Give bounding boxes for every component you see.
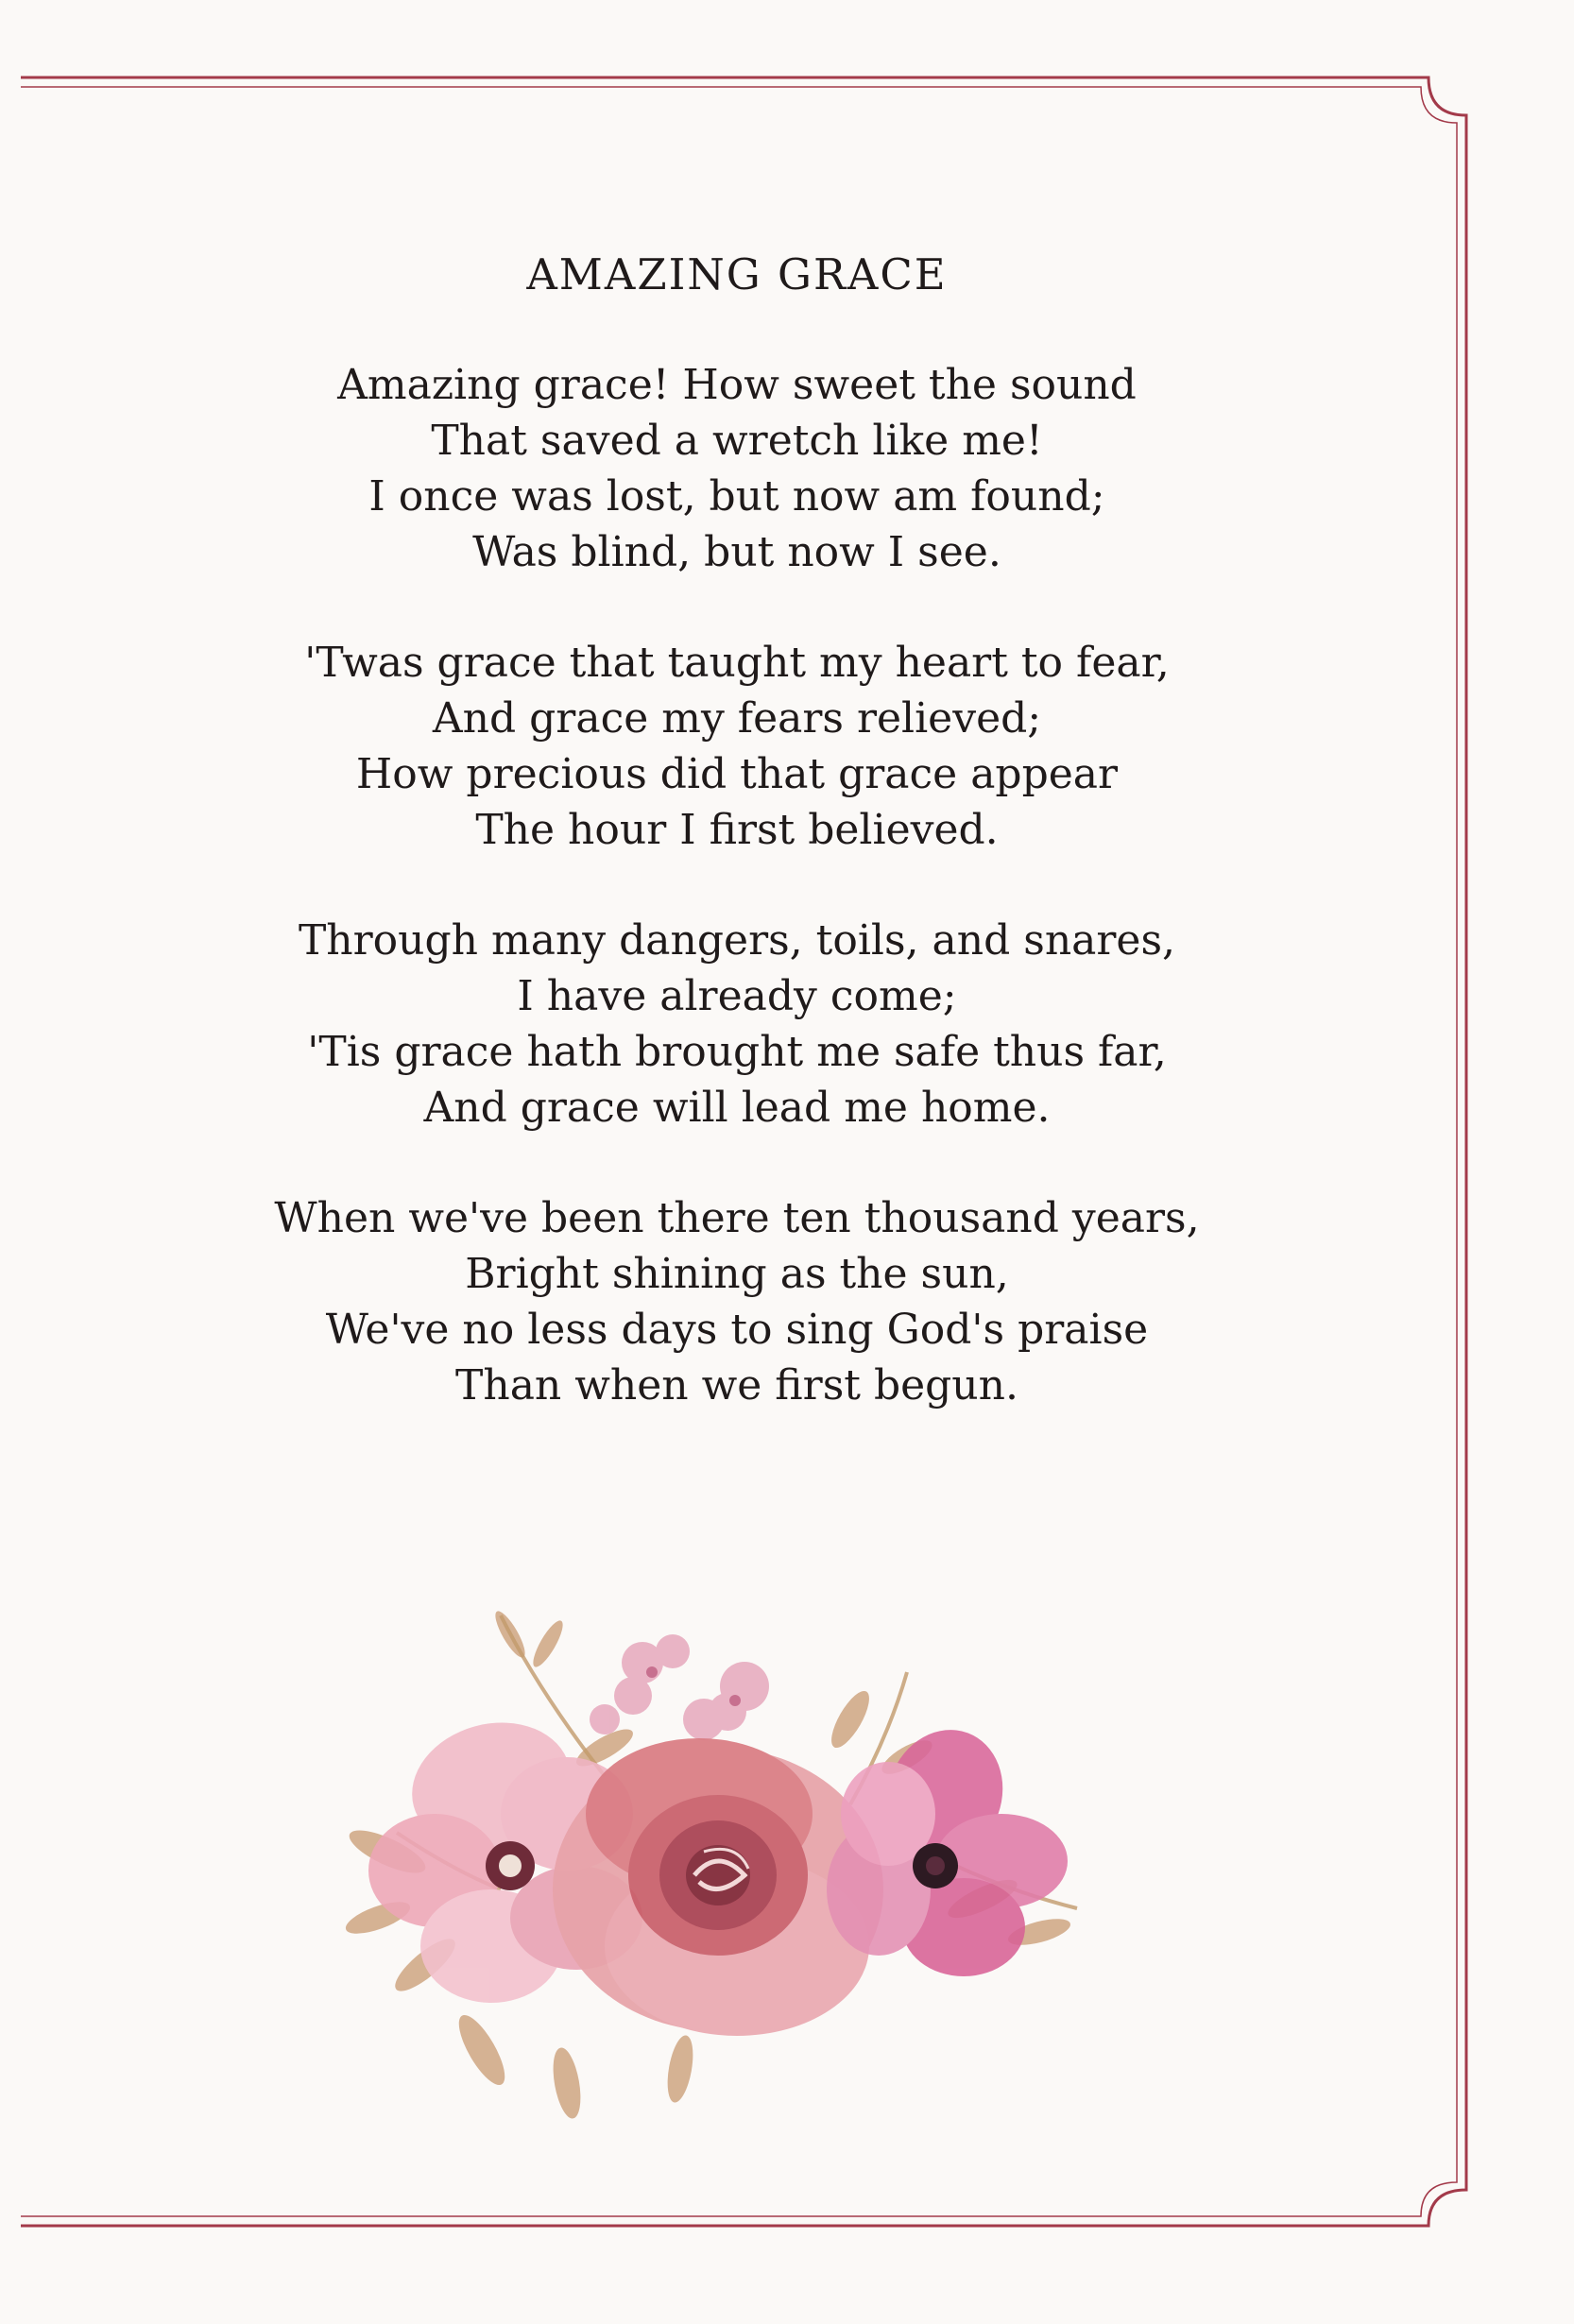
- poem-body: [0, 248, 1474, 1468]
- poem-line: The hour I first believed.: [475, 806, 999, 854]
- poem-line: Than when we first begun.: [455, 1361, 1018, 1410]
- watercolor-floral-bouquet-icon: [321, 1606, 1153, 2135]
- poem-line: When we've been there ten thousand years,: [274, 1194, 1200, 1242]
- poem-line: Amazing grace! How sweet the sound: [337, 361, 1137, 409]
- poem-line: Through many dangers, toils, and snares,: [298, 916, 1176, 965]
- poem-line: How precious did that grace appear: [355, 750, 1119, 798]
- poem-line: 'Twas grace that taught my heart to fear,: [304, 639, 1170, 687]
- poem-line: 'Tis grace hath brought me safe thus far,: [307, 1028, 1167, 1076]
- poem-line: And grace will lead me home.: [423, 1084, 1051, 1132]
- poem-line: That saved a wretch like me!: [431, 417, 1043, 465]
- poem-line: Bright shining as the sun,: [465, 1250, 1009, 1298]
- poem-line: We've no less days to sing God's praise: [325, 1306, 1149, 1354]
- poem-title: AMAZING GRACE: [526, 249, 948, 299]
- stanza-2: [0, 635, 1474, 858]
- poem-line: I have already come;: [517, 972, 957, 1020]
- poem-line: Was blind, but now I see.: [472, 528, 1001, 576]
- stanza-3: [0, 913, 1474, 1136]
- poem-line: I once was lost, but now am found;: [368, 472, 1105, 521]
- stanza-1: [0, 357, 1474, 580]
- stanza-4: [0, 1190, 1474, 1413]
- poem-line: And grace my fears relieved;: [432, 694, 1042, 743]
